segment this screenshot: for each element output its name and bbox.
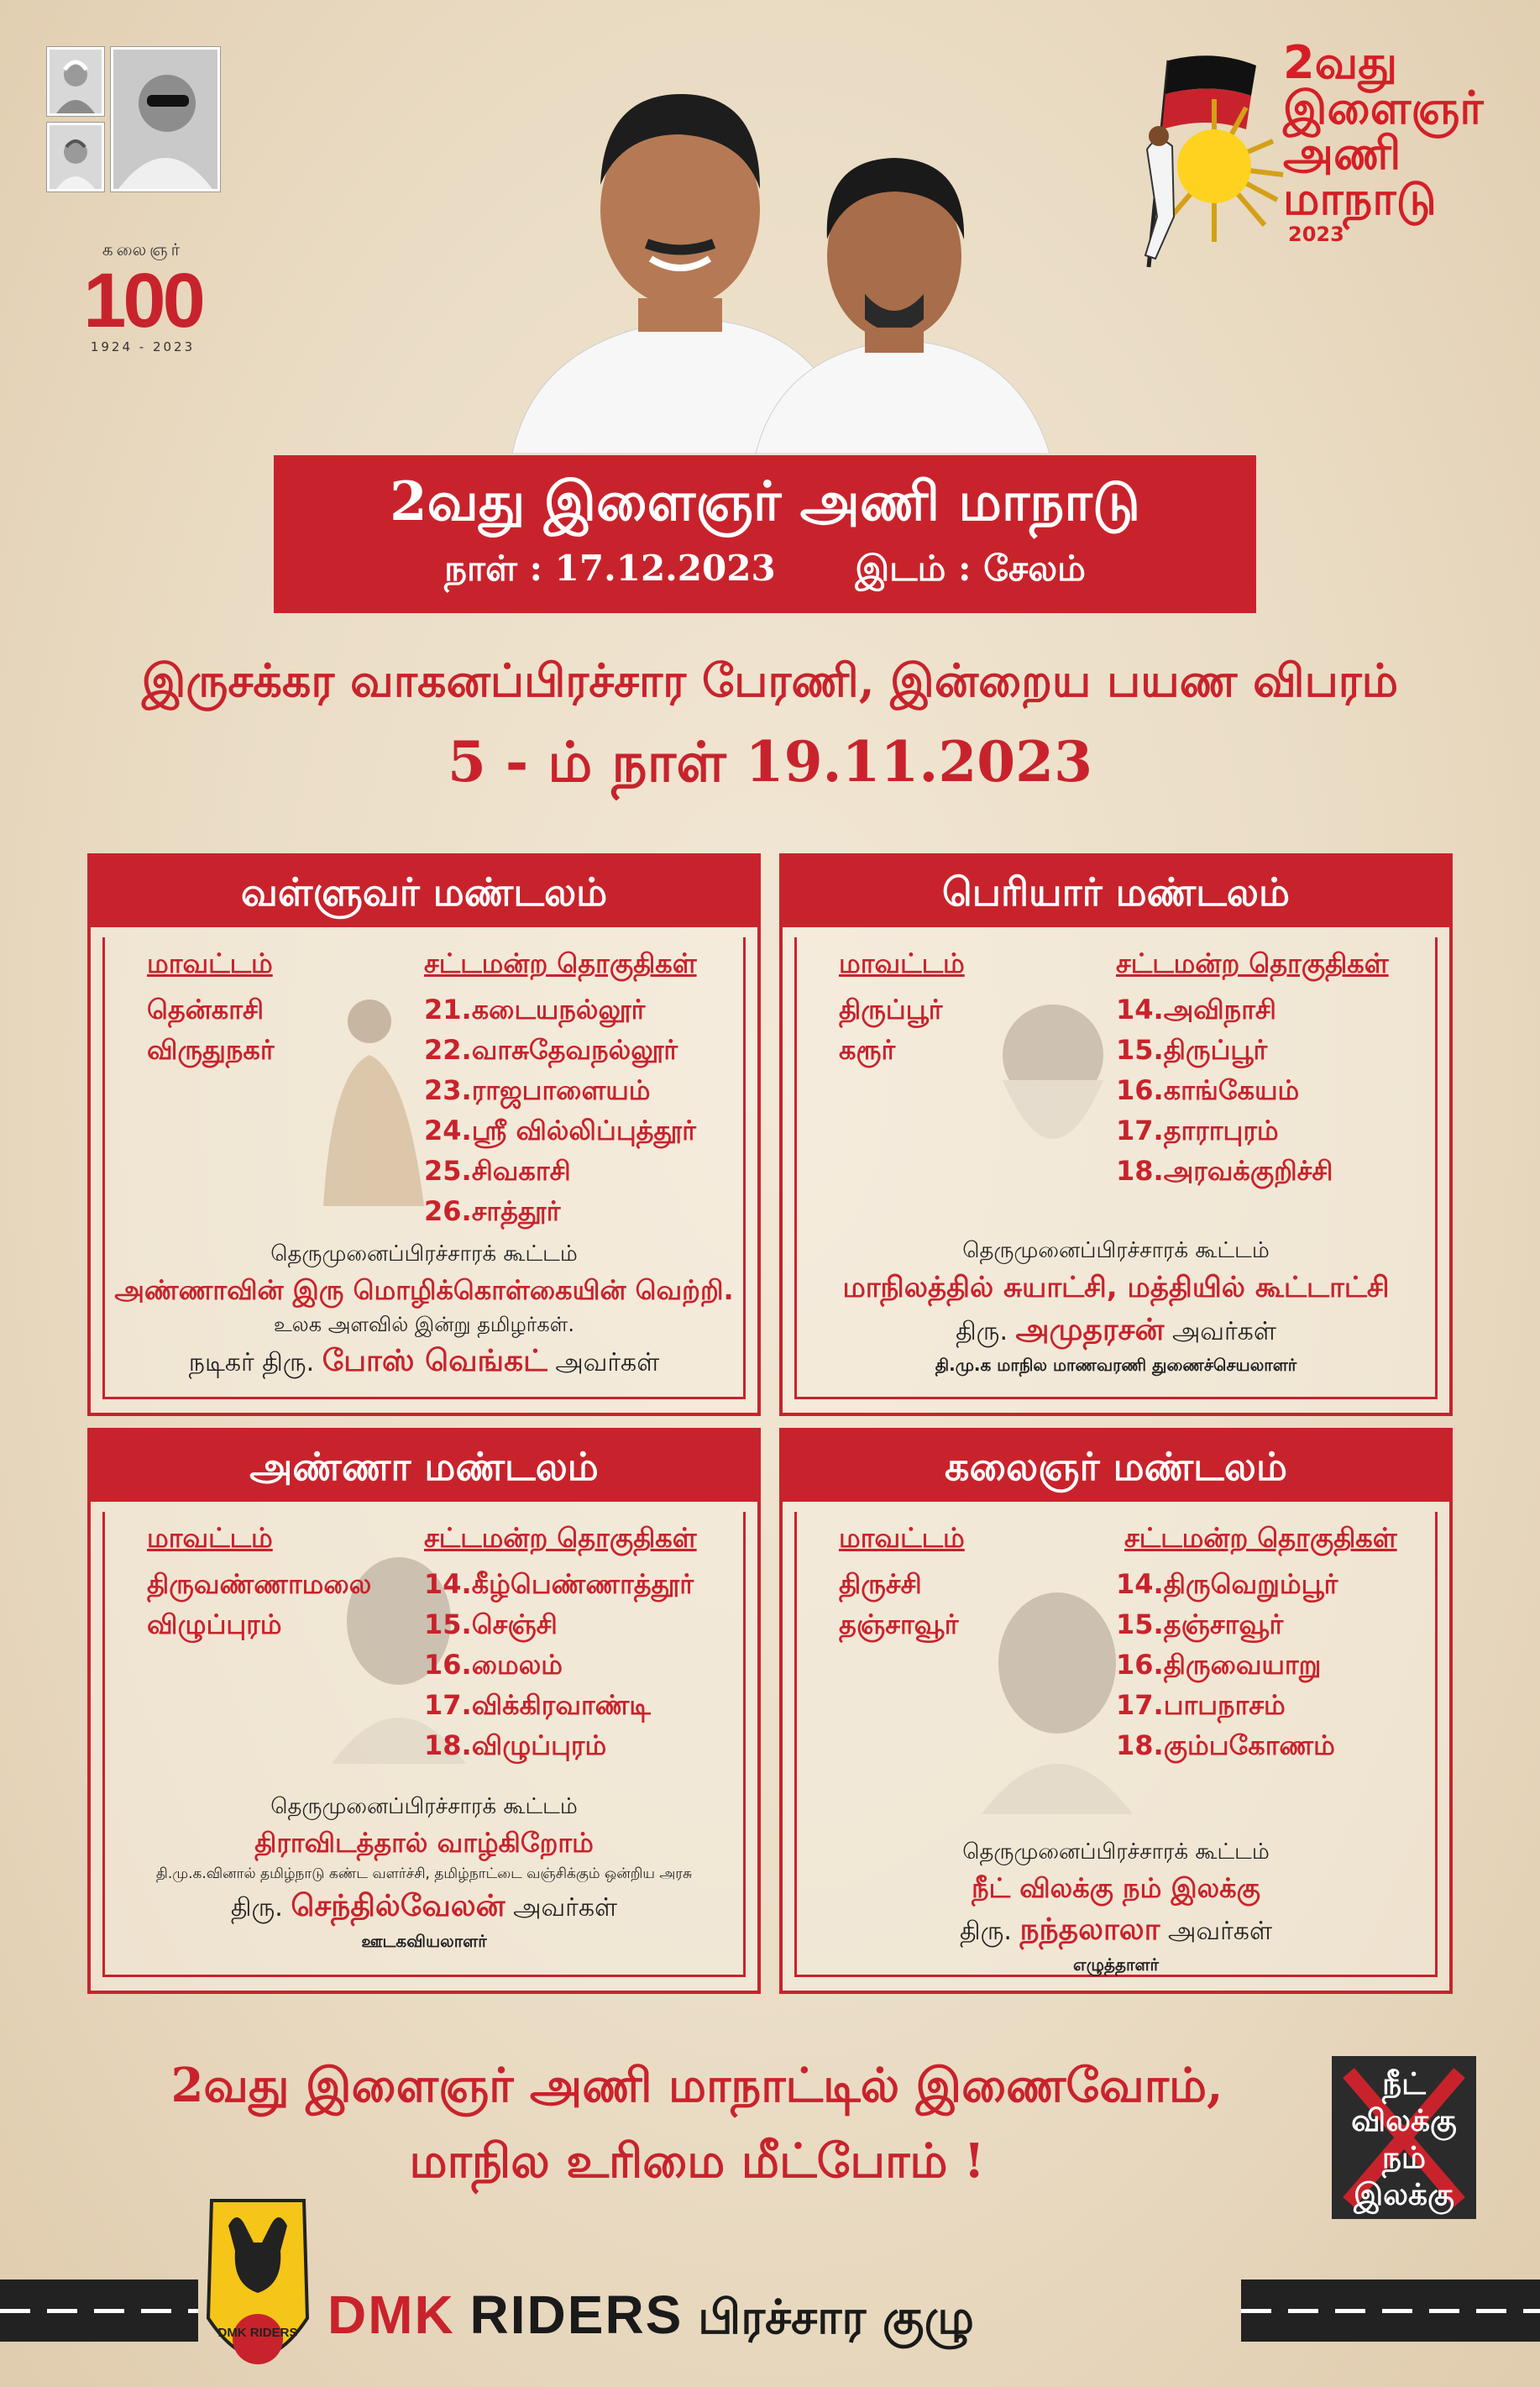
road-strip-left — [0, 2279, 198, 2342]
speaker-name: செந்தில்வேலன் — [291, 1889, 505, 1923]
meeting-label: தெருமுனைப்பிரச்சாரக் கூட்டம் — [962, 1238, 1270, 1263]
constituency-item: 14.அவிநாசி — [1116, 994, 1276, 1026]
speaker-suffix: அவர்கள் — [513, 1893, 618, 1923]
speaker — [105, 1889, 743, 1928]
constituency-item: 15.திருப்பூர் — [1116, 1034, 1268, 1066]
constituency-item: 25.சிவகாசி — [424, 1155, 571, 1187]
speaker-suffix: அவர்கள் — [1171, 1317, 1276, 1346]
panel-valluvar-zone — [87, 853, 761, 1416]
constituency-header: சட்டமன்ற தொகுதிகள் — [1124, 1522, 1397, 1554]
dmk-riders-brand — [327, 2285, 974, 2348]
district-item: கரூர் — [839, 1034, 896, 1066]
constituency-item: 18.விழுப்புரம் — [424, 1729, 607, 1761]
meeting-details — [105, 1241, 743, 1382]
district-item: தென்காசி — [147, 994, 265, 1026]
district-item: திருப்பூர் — [839, 994, 943, 1026]
meeting-subtopic: தி.மு.க.வினால் தமிழ்நாடு கண்ட வளர்ச்சி, தமிழ்நாட்டை வஞ்சிக்கும் ஒன்றிய அரசு — [155, 1865, 693, 1882]
panel-title: கலைஞர் மண்டலம் — [783, 1431, 1449, 1502]
youth-wing-line1: 2வது — [1283, 36, 1398, 89]
speaker-suffix: அவர்கள் — [1168, 1917, 1273, 1946]
meeting-subtopic: உலக அளவில் இன்று தமிழர்கள். — [274, 1313, 574, 1336]
neet-badge-word: இலக்கு — [1354, 2178, 1454, 2212]
brand-dmk: DMK — [327, 2285, 455, 2345]
thiruvalluvar-sketch — [298, 979, 441, 1206]
constituency-header: சட்டமன்ற தொகுதிகள் — [1116, 947, 1389, 979]
constituency-item: 18.அரவக்குறிச்சி — [1116, 1155, 1333, 1187]
portrait-photo — [111, 47, 220, 191]
constituency-item: 15.செஞ்சி — [424, 1608, 558, 1640]
conference-venue: இடம் : சேலம் — [855, 548, 1086, 589]
brand-riders: RIDERS — [469, 2285, 684, 2345]
meeting-details — [797, 1238, 1435, 1377]
constituency-item: 16.மைலம் — [424, 1649, 563, 1681]
brand-tamil: பிரச்சார குழு — [698, 2290, 975, 2345]
speaker-prefix: திரு. — [230, 1893, 283, 1923]
rally-day-date: 5 - ம் நாள் 19.11.2023 — [447, 729, 1093, 795]
slogan-line1: 2வது இளைஞர் அணி மாநாட்டில் இணைவோம், — [170, 2058, 1223, 2113]
conference-banner — [274, 455, 1256, 613]
constituency-item: 14.திருவெறும்பூர் — [1116, 1568, 1338, 1600]
speaker-suffix: அவர்கள் — [555, 1348, 660, 1377]
constituency-list — [1116, 1564, 1338, 1765]
constituency-item: 15.தஞ்சாவூர் — [1116, 1608, 1284, 1640]
centenary-years: 1924 - 2023 — [90, 339, 196, 354]
speaker-prefix: திரு. — [959, 1917, 1012, 1946]
constituency-item: 17.பாபநாசம் — [1116, 1689, 1286, 1721]
constituency-list — [424, 1564, 694, 1765]
meeting-topic: நீட் விலக்கு நம் இலக்கு — [972, 1872, 1260, 1904]
panel-title: வள்ளுவர் மண்டலம் — [91, 857, 757, 927]
constituency-header: சட்டமன்ற தொகுதிகள் — [424, 947, 697, 979]
district-item: திருச்சி — [839, 1568, 922, 1600]
panel-periyar-zone — [779, 853, 1453, 1416]
dmk-riders-shield-logo — [203, 2192, 312, 2385]
meeting-topic: திராவிடத்தால் வாழ்கிறோம் — [254, 1827, 594, 1859]
constituency-item: 18.கும்பகோணம் — [1116, 1729, 1335, 1761]
speaker-name: அமுதரசன் — [1015, 1313, 1165, 1347]
district-list — [147, 989, 275, 1070]
district-item: திருவண்ணாமலை — [147, 1568, 372, 1600]
constituency-item: 17.விக்கிரவாண்டி — [424, 1689, 651, 1721]
youth-wing-title — [1283, 36, 1518, 247]
constituency-item: 23.ராஜபாளையம் — [424, 1074, 651, 1106]
centenary-number: 100 — [83, 258, 202, 344]
constituency-item: 21.கடையநல்லூர் — [424, 994, 646, 1026]
district-list — [839, 989, 942, 1070]
youth-wing-year: 2023 — [1288, 223, 1344, 246]
meeting-label: தெருமுனைப்பிரச்சாரக் கூட்டம் — [270, 1794, 578, 1819]
speaker — [105, 1344, 743, 1382]
constituency-list — [424, 989, 696, 1231]
neet-badge-word: விலக்கு — [1351, 2104, 1457, 2138]
district-header: மாவட்டம் — [147, 1522, 273, 1554]
constituency-item: 24.ஸ்ரீ வில்லிப்புத்தூர் — [424, 1115, 696, 1146]
conference-date: நாள் : 17.12.2023 — [444, 548, 776, 589]
road-strip-right — [1241, 2279, 1540, 2342]
meeting-details — [105, 1794, 743, 1954]
constituency-header: சட்டமன்ற தொகுதிகள் — [424, 1522, 697, 1554]
panel-kalaignar-zone — [779, 1428, 1453, 1994]
kalaignar-label: கலைஞர் — [102, 239, 184, 260]
district-header: மாவட்டம் — [147, 947, 273, 979]
meeting-topic: மாநிலத்தில் சுயாட்சி, மத்தியில் கூட்டாட்சி — [842, 1271, 1390, 1304]
speaker-role: தி.மு.க மாநில மாணவரணி துணைச்செயலாளர் — [935, 1355, 1297, 1375]
panel-title: அண்ணா மண்டலம் — [91, 1431, 757, 1502]
youth-wing-line2: இளைஞர் — [1283, 81, 1484, 134]
district-item: தஞ்சாவூர் — [839, 1608, 959, 1640]
meeting-topic: அண்ணாவின் இரு மொழிக்கொள்கையின் வெற்றி. — [114, 1274, 734, 1306]
conference-title: 2வது இளைஞர் அணி மாநாடு — [390, 470, 1140, 533]
youth-wing-emblem — [1097, 49, 1290, 275]
panel-anna-zone — [87, 1428, 761, 1994]
speaker — [797, 1313, 1435, 1351]
neet-badge-word: நம் — [1381, 2141, 1427, 2175]
constituency-item: 16.திருவையாறு — [1116, 1649, 1322, 1681]
rally-headline: இருசக்கர வாகனப்பிரச்சார பேரணி, இன்றைய பயண விபரம் — [141, 653, 1399, 707]
district-list — [839, 1564, 958, 1645]
kalaignar-100-logo — [59, 239, 227, 354]
slogan-line2: மாநில உரிமை மீட்போம் ! — [409, 2133, 985, 2189]
youth-wing-line4: மாநாடு — [1283, 172, 1437, 225]
leaders-photo — [504, 50, 1075, 454]
constituency-item: 17.தாராபுரம் — [1116, 1115, 1279, 1146]
speaker — [797, 1912, 1435, 1951]
youth-wing-line3: அணி — [1283, 127, 1401, 180]
constituency-item: 14.கீழ்பெண்ணாத்தூர் — [424, 1568, 694, 1600]
speaker-prefix: நடிகர் திரு. — [188, 1348, 315, 1377]
constituency-item: 22.வாசுதேவநல்லூர் — [424, 1034, 678, 1066]
speaker-name: போஸ் வெங்கட் — [322, 1344, 547, 1378]
meeting-label: தெருமுனைப்பிரச்சாரக் கூட்டம் — [962, 1839, 1270, 1865]
panel-title: பெரியார் மண்டலம் — [783, 857, 1449, 927]
district-item: விருதுநகர் — [147, 1034, 275, 1066]
district-item: விழுப்புரம் — [147, 1608, 282, 1640]
constituency-item: 16.காங்கேயம் — [1116, 1074, 1300, 1106]
speaker-name: நந்தலாலா — [1019, 1912, 1160, 1947]
meeting-details — [797, 1839, 1435, 1977]
speaker-prefix: திரு. — [956, 1317, 1008, 1346]
speaker-role: ஊடகவியலாளர் — [361, 1931, 487, 1951]
district-header: மாவட்டம் — [839, 947, 965, 979]
portrait-thumbnail — [47, 123, 104, 191]
constituency-item: 26.சாத்தூர் — [424, 1195, 561, 1227]
neet-badge-word: நீட் — [1382, 2067, 1426, 2101]
district-list — [147, 1564, 371, 1645]
constituency-list — [1116, 989, 1333, 1191]
shield-text: DMK RIDERS — [217, 2326, 298, 2340]
meeting-label: தெருமுனைப்பிரச்சாரக் கூட்டம் — [270, 1241, 578, 1267]
neet-exemption-badge — [1332, 2056, 1476, 2219]
speaker-role: எழுத்தாளர் — [1073, 1954, 1159, 1975]
portrait-thumbnail — [47, 47, 104, 116]
district-header: மாவட்டம் — [839, 1522, 965, 1554]
